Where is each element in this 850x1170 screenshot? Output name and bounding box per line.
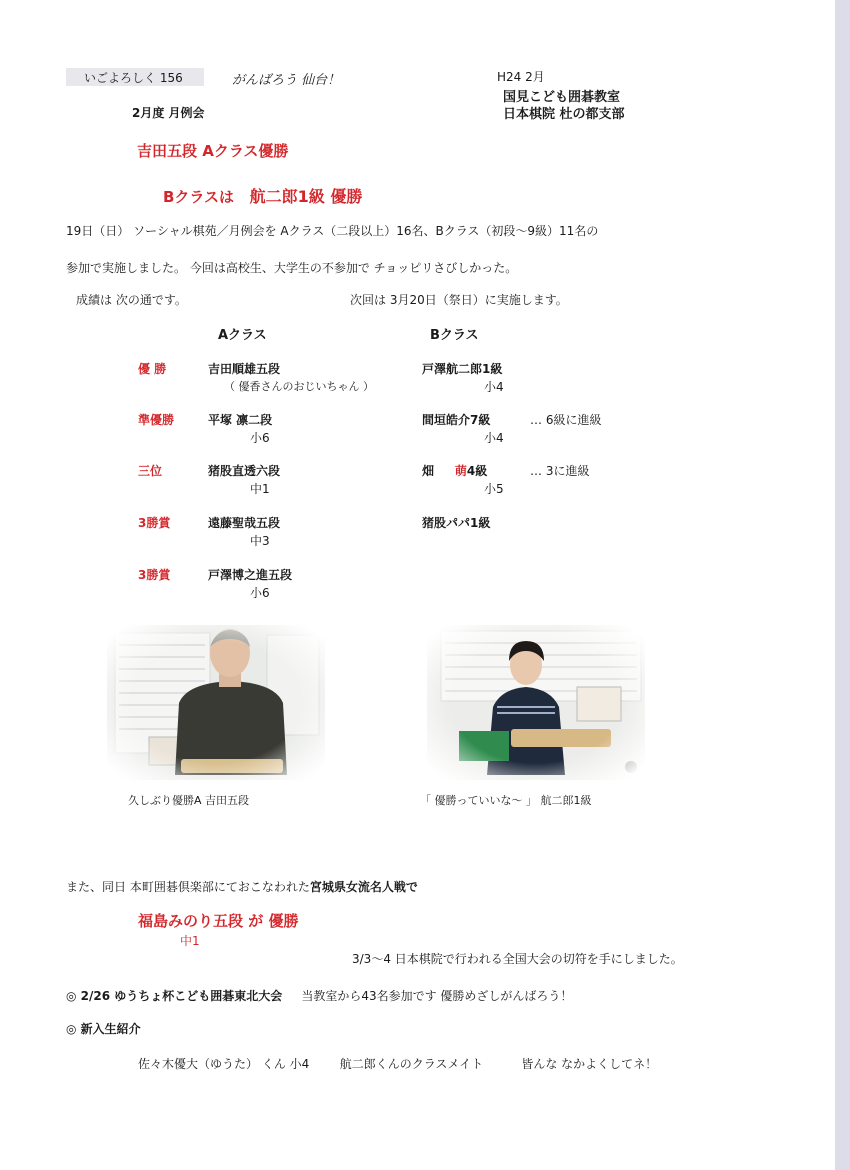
intro-line-1: 19日（日） ソーシャル棋苑／月例会を Aクラス（二段以上）16名、Bクラス（初段～9級）11名の [66, 224, 599, 238]
rank-label: 3勝賞 [138, 516, 171, 530]
meeting-title: 2月度 月例会 [132, 106, 205, 120]
a-winner-note: （ 優香さんのおじいちゃん ） [224, 380, 374, 393]
a-winner-name: 吉田順雄五段 [208, 362, 281, 376]
newcomer-message: 皆んな なかよくしてネ！ [521, 1057, 658, 1071]
org-name: 国見こども囲碁教室 [503, 90, 621, 105]
rank-label: 優 勝 [138, 362, 167, 376]
photo-kojiro [427, 625, 645, 780]
b-winner-grade: 小4 [484, 380, 504, 394]
org-branch: 日本棋院 杜の都支部 [503, 107, 625, 122]
photo-kojiro-image [427, 625, 645, 780]
b-runnerup-name: 間垣皓介7級 [422, 413, 491, 427]
rank-label: 3勝賞 [138, 568, 171, 582]
a-class-header: Aクラス [218, 328, 267, 343]
b-runnerup-grade: 小4 [484, 431, 504, 445]
newcomer-name: 佐々木優大（ゆうた） くん 小4 [138, 1057, 310, 1071]
photo-caption-left: 久しぶり優勝A 吉田五段 [128, 794, 250, 807]
a-3wins-grade-2: 小6 [250, 586, 270, 600]
a-3wins-grade-1: 中3 [250, 534, 270, 548]
women-winner-grade: 中1 [180, 934, 200, 948]
b-winner-name: 戸澤航二郎1級 [422, 362, 503, 376]
headline-b-prefix: Bクラスは [163, 188, 234, 206]
news-line-1 [66, 878, 418, 895]
newcomer-note: 航二郎くんのクラスメイト [339, 1057, 484, 1071]
intro-line-3a: 成績は 次の通です。 [76, 293, 187, 307]
headline-b-main: 航二郎1級 優勝 [249, 187, 363, 206]
photo-yoshida-image [107, 625, 325, 780]
intro-line-3b: 次回は 3月20日（祭日）に実施します。 [350, 293, 568, 307]
b-runnerup-note: … 6級に進級 [530, 413, 602, 427]
b-third-name [422, 462, 487, 479]
rank-label: 準優勝 [138, 413, 175, 427]
event-line [66, 987, 572, 1004]
headline-b [163, 184, 362, 207]
a-3wins-name-2: 戸澤博之進五段 [208, 568, 293, 582]
headline-a: 吉田五段 Aクラス優勝 [137, 142, 289, 160]
photo-yoshida [107, 625, 325, 780]
series-label: いごよろしく 156 [84, 71, 183, 85]
slogan: がんばろう 仙台！ [232, 73, 341, 88]
newcomer-line [138, 1055, 657, 1072]
a-runnerup-grade: 小6 [250, 431, 270, 445]
b-third-given: 萌 [454, 464, 467, 478]
a-third-name: 猪股直透六段 [208, 464, 281, 478]
photo-caption-right: 「 優勝っていいな～ 」 航二郎1級 [420, 794, 592, 807]
b-third-note: … 3に進級 [530, 464, 590, 478]
intro-line-2: 参加で実施しました。 今回は高校生、大学生の不参加で チョッピリさびしかった。 [66, 261, 518, 275]
news-line-2: 3/3～4 日本棋院で行われる全国大会の切符を手にしました。 [352, 952, 683, 966]
rank-label: 三位 [138, 464, 163, 478]
a-runnerup-name: 平塚 凛二段 [208, 413, 273, 427]
newcomer-title: ◎ 新入生紹介 [66, 1022, 141, 1036]
event-title: ◎ 2/26 ゆうちょ杯こども囲碁東北大会 [66, 989, 283, 1003]
a-third-grade: 中1 [250, 482, 270, 496]
issue-date: H24 2月 [497, 70, 545, 84]
news-line-1-text: また、同日 本町囲碁倶楽部にておこなわれた [66, 880, 310, 894]
b-third-surname: 畑 [422, 464, 435, 478]
b-third-grade: 小5 [484, 482, 504, 496]
b-3wins-name: 猪股パパ1級 [422, 516, 491, 530]
a-3wins-name-1: 遠藤聖哉五段 [208, 516, 281, 530]
b-class-header: Bクラス [430, 328, 479, 343]
news-event-name: 宮城県女流名人戦で [309, 880, 418, 894]
event-detail: 当教室から43名参加です 優勝めざしがんばろう！ [301, 989, 573, 1003]
series-box [66, 68, 204, 86]
women-winner-headline: 福島みのり五段 が 優勝 [138, 912, 299, 930]
b-third-rank: 4級 [466, 464, 488, 478]
scan-edge [835, 0, 850, 1170]
